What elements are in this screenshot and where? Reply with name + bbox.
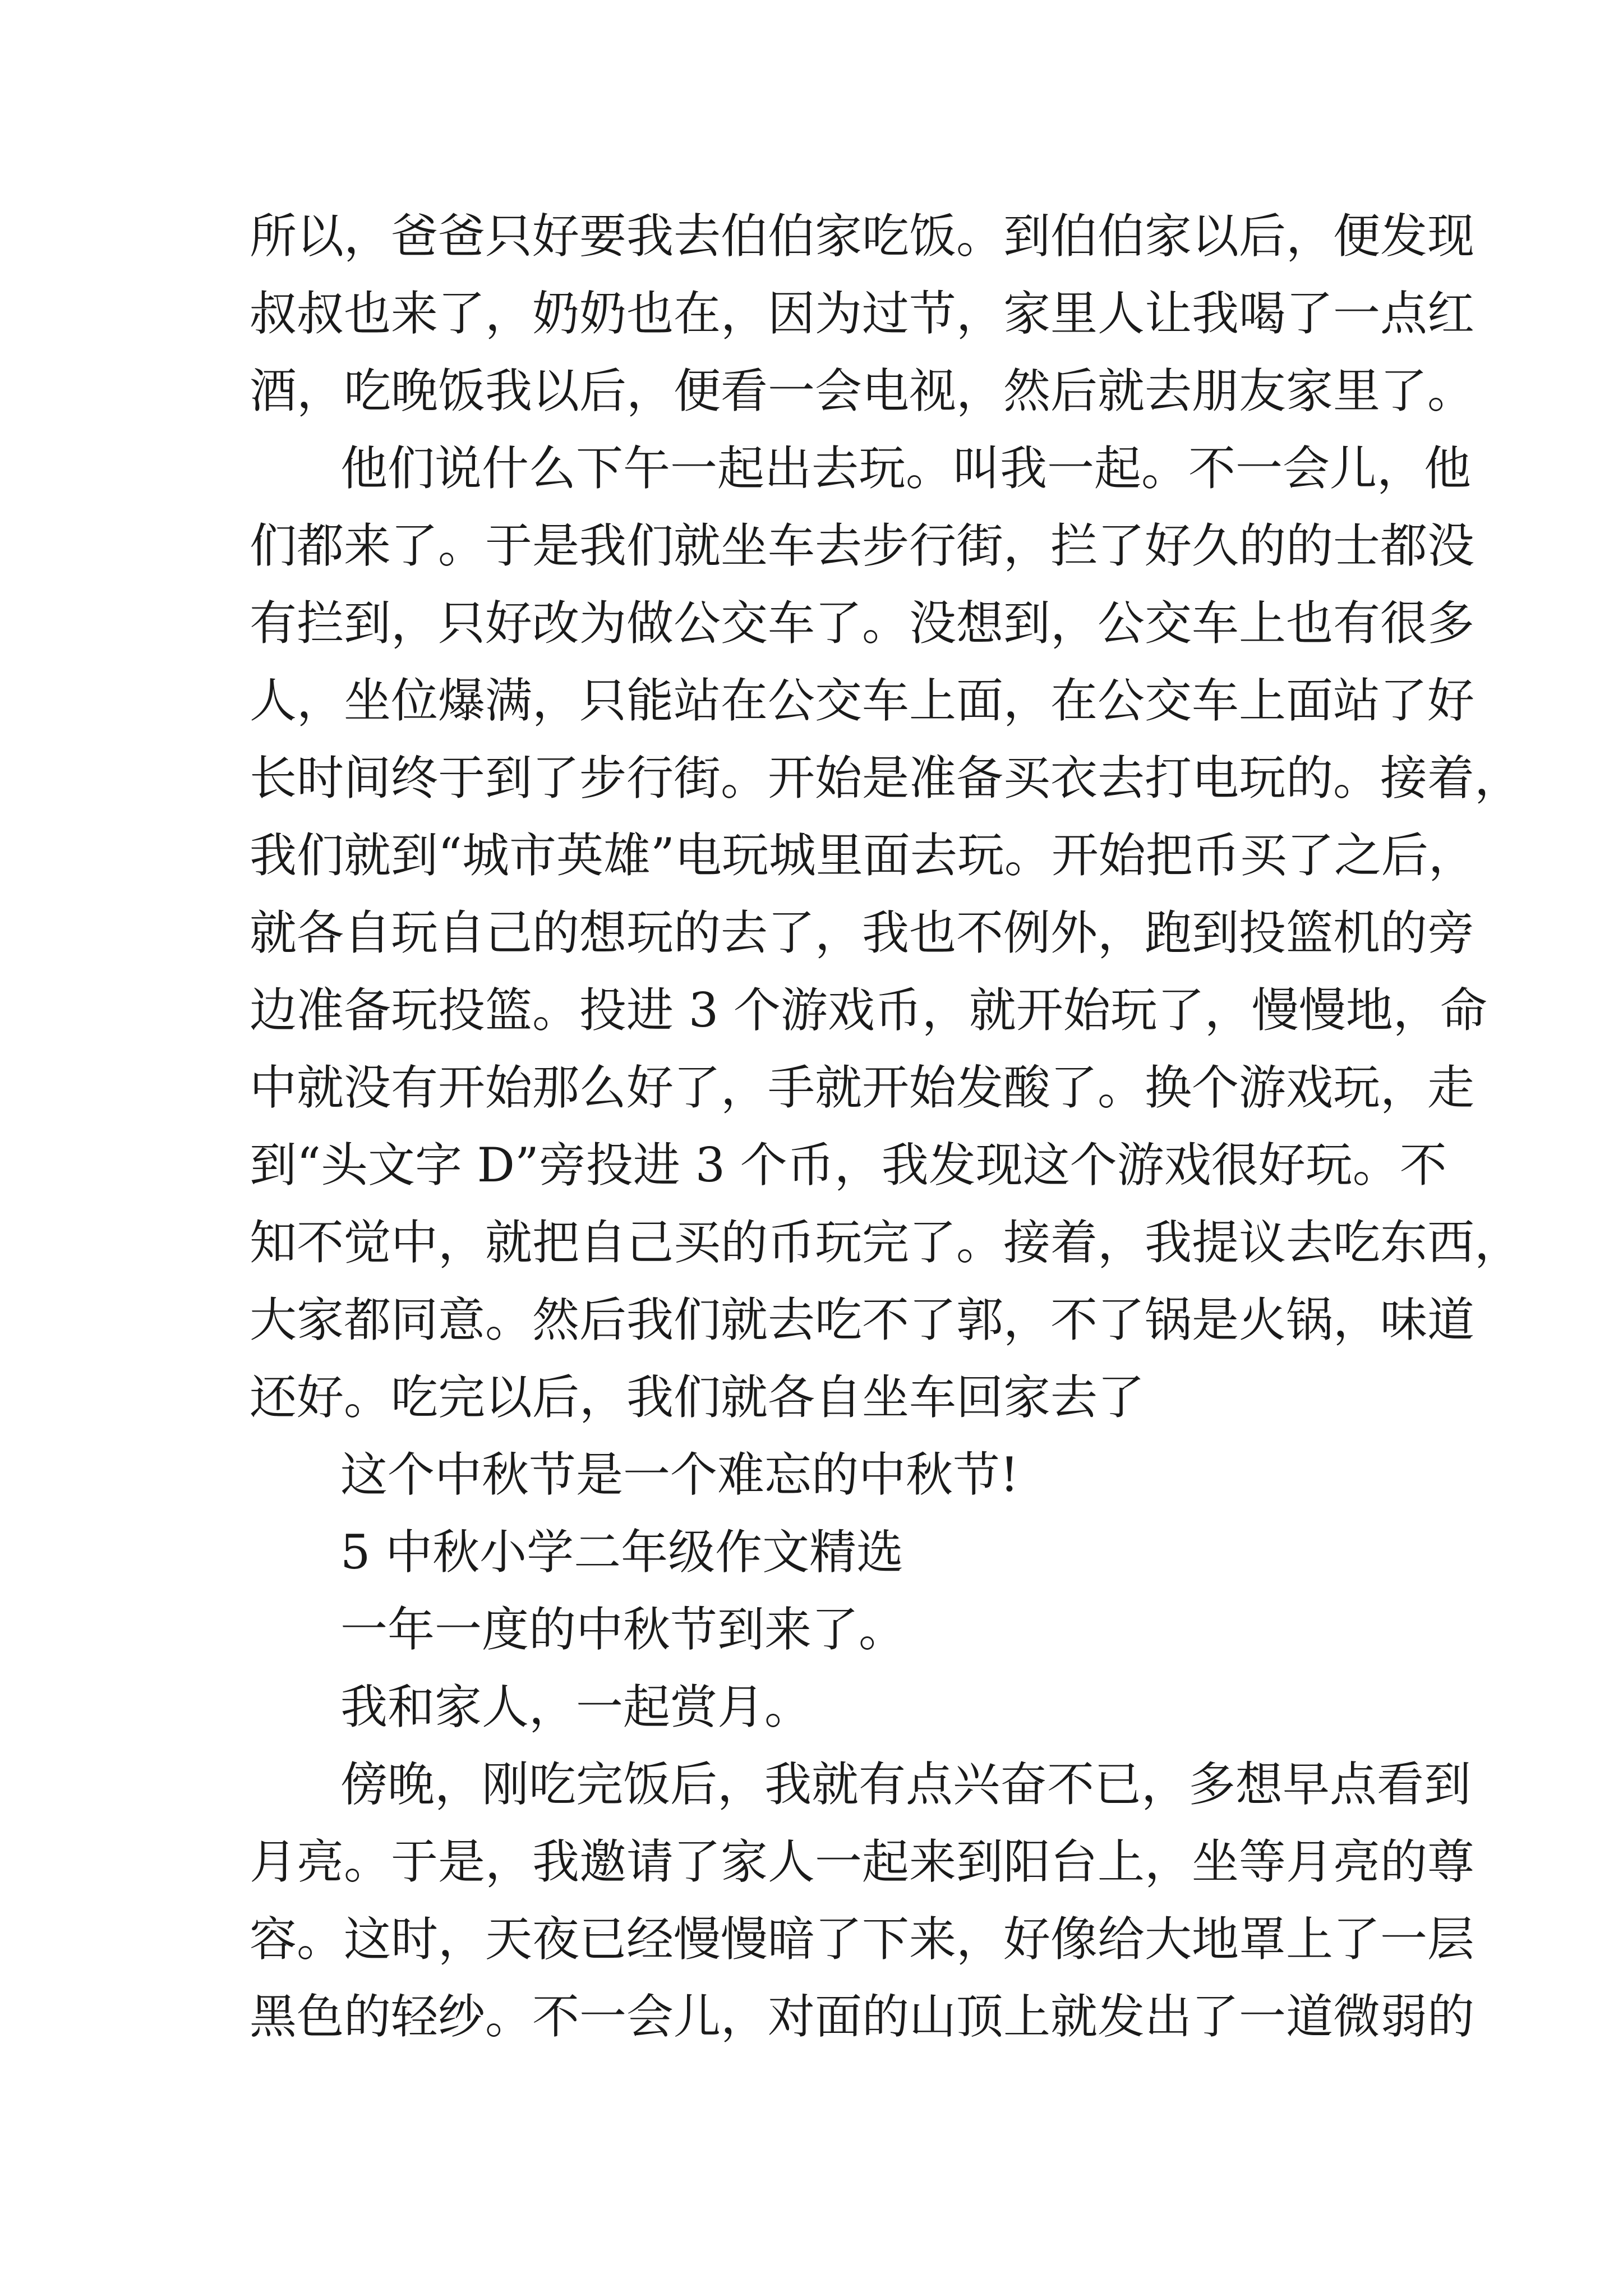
text-line: 黑色的轻纱。不一会儿，对面的山顶上就发出了一道微弱的 (250, 1989, 1475, 2044)
section-heading: 5 中秋小学二年级作文精选 (340, 1525, 904, 1580)
text-line: 人，坐位爆满，只能站在公交车上面，在公交车上面站了好 (250, 673, 1475, 728)
essay-body (250, 197, 1522, 2055)
text-line: 就各自玩自己的想玩的去了，我也不例外，跑到投篮机的旁 (250, 905, 1475, 960)
text-line: 我们就到“城市英雄”电玩城里面去玩。开始把币买了之后， (250, 828, 1476, 883)
text-line: 大家都同意。然后我们就去吃不了郭，不了锅是火锅，味道 (250, 1292, 1475, 1347)
text-line: 他们说什么下午一起出去玩。叫我一起。不一会儿，他 (340, 441, 1472, 496)
text-line: 一年一度的中秋节到来了。 (340, 1602, 906, 1657)
text-line: 月亮。于是，我邀请了家人一起来到阳台上，坐等月亮的尊 (250, 1834, 1475, 1889)
text-line: 容。这时，天夜已经慢慢暗了下来，好像给大地罩上了一层 (250, 1912, 1475, 1967)
text-line: 到“头文字 D”旁投进 3 个币，我发现这个游戏很好玩。不 (250, 1138, 1447, 1193)
text-line: 边准备玩投篮。投进 3 个游戏币，就开始玩了，慢慢地，命 (250, 983, 1487, 1038)
text-line: 中就没有开始那么好了，手就开始发酸了。换个游戏玩，走 (250, 1060, 1475, 1115)
text-line: 有拦到，只好改为做公交车了。没想到，公交车上也有很多 (250, 596, 1475, 651)
text-line: 所以，爸爸只好要我去伯伯家吃饭。到伯伯家以后，便发现 (250, 209, 1475, 264)
text-line: 我和家人，一起赏月。 (340, 1680, 812, 1734)
text-line: 叔叔也来了，奶奶也在，因为过节，家里人让我喝了一点红 (250, 286, 1475, 341)
text-line: 还好。吃完以后，我们就各自坐车回家去了 (250, 1370, 1145, 1425)
text-line: 知不觉中，就把自己买的币玩完了。接着，我提议去吃东西， (250, 1215, 1522, 1270)
text-line: 这个中秋节是一个难忘的中秋节! (340, 1447, 1019, 1502)
text-line: 酒，吃晚饭我以后，便看一会电视，然后就去朋友家里了。 (250, 364, 1475, 418)
text-line: 们都来了。于是我们就坐车去步行街，拦了好久的的士都没 (250, 518, 1475, 573)
text-line: 傍晚，刚吃完饭后，我就有点兴奋不已，多想早点看到 (340, 1757, 1472, 1812)
text-line: 长时间终于到了步行街。开始是准备买衣去打电玩的。接着， (250, 751, 1522, 806)
